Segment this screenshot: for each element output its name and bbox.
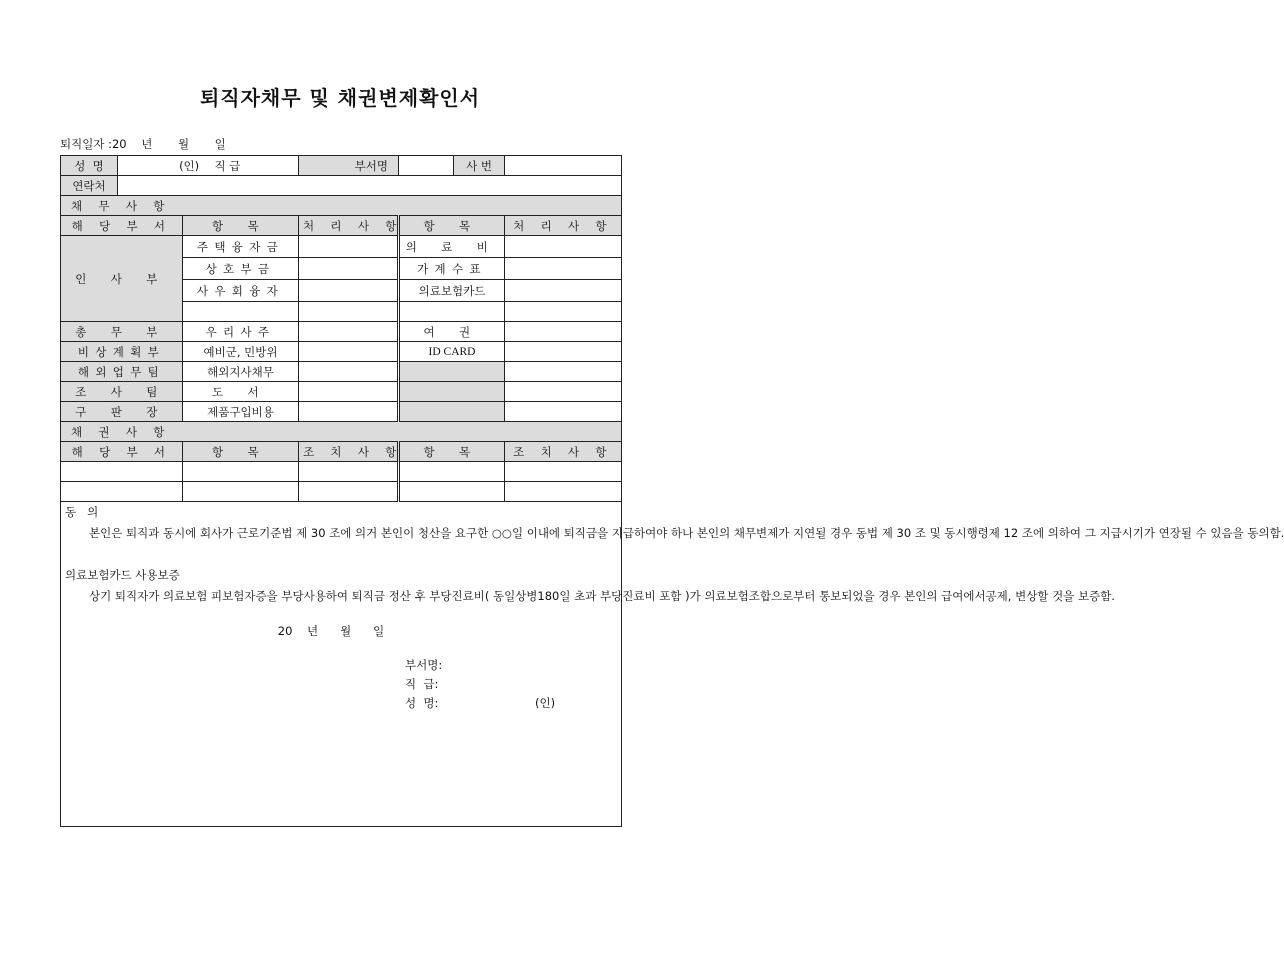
right-proc-field[interactable] bbox=[505, 302, 622, 322]
debt-section-heading: 채 무 사 항 bbox=[61, 196, 622, 216]
debt-col-proc: 처 리 사 항 bbox=[299, 216, 399, 236]
debt-proc-field[interactable] bbox=[299, 402, 399, 422]
contact-row bbox=[61, 176, 622, 196]
credit-section-row bbox=[61, 422, 622, 442]
sig-rank-label: 직 급: bbox=[405, 677, 439, 691]
credit-action-field[interactable] bbox=[299, 462, 399, 482]
debt-col-proc-right: 처 리 사 항 bbox=[505, 216, 622, 236]
declaration-row bbox=[61, 502, 622, 827]
right-proc-field[interactable] bbox=[505, 322, 622, 342]
debt-proc-field[interactable] bbox=[299, 382, 399, 402]
right-proc-field[interactable] bbox=[505, 280, 622, 302]
credit-action-field[interactable] bbox=[299, 482, 399, 502]
right-item: 가계수표 bbox=[399, 258, 505, 280]
debt-proc-field[interactable] bbox=[299, 322, 399, 342]
seal-mark: (인) bbox=[179, 158, 200, 173]
right-item bbox=[399, 382, 505, 402]
sign-date-line: 20 년 월 일 bbox=[277, 624, 385, 638]
contact-label: 연락처 bbox=[61, 176, 118, 196]
insurance-heading: 의료보험카드 사용보증 bbox=[65, 568, 180, 582]
table-row bbox=[61, 482, 622, 502]
debt-dept: 구 판 장 bbox=[61, 402, 183, 422]
hr-proc-field[interactable] bbox=[299, 302, 399, 322]
credit-col-action-right: 조 치 사 항 bbox=[505, 442, 622, 462]
insurance-text: 상기 퇴직자가 의료보험 피보험자증을 부당사용하여 퇴직금 정산 후 부당진료비( 동일상병180일 초과 부당진료비 포함 )가 의료보험조합으로부터 통보되었을 경우 본인의 급여에서공제, 변상할 것을 보증함. bbox=[89, 589, 1115, 603]
hr-item: 사우회융자 bbox=[183, 280, 299, 302]
debt-dept: 비상계획부 bbox=[61, 342, 183, 362]
debt-proc-field[interactable] bbox=[299, 342, 399, 362]
right-proc-field[interactable] bbox=[505, 362, 622, 382]
declaration-block bbox=[61, 502, 1284, 827]
right-item: 의 료 비 bbox=[399, 236, 505, 258]
emp-no-label: 사 번 bbox=[453, 156, 504, 175]
credit-action-field-right[interactable] bbox=[505, 462, 622, 482]
retire-date-line: 퇴직일자 :20 년 월 일 bbox=[60, 137, 226, 151]
right-item bbox=[399, 302, 505, 322]
right-proc-field[interactable] bbox=[505, 342, 622, 362]
credit-item-field[interactable] bbox=[183, 482, 299, 502]
debt-item: 우리사주 bbox=[183, 322, 299, 342]
name-field[interactable] bbox=[118, 156, 299, 176]
hr-item bbox=[183, 302, 299, 322]
hr-proc-field[interactable] bbox=[299, 236, 399, 258]
credit-item-field-right[interactable] bbox=[399, 482, 505, 502]
table-row bbox=[61, 362, 622, 382]
table-row bbox=[61, 342, 622, 362]
table-row bbox=[61, 402, 622, 422]
debt-item: 도 서 bbox=[183, 382, 299, 402]
right-proc-field[interactable] bbox=[505, 382, 622, 402]
hr-dept-label: 인 사 부 bbox=[61, 236, 183, 322]
credit-dept-field[interactable] bbox=[61, 462, 183, 482]
credit-section-heading: 채 권 사 항 bbox=[61, 422, 622, 442]
sig-seal-mark: (인) bbox=[535, 696, 556, 710]
right-item: 여 권 bbox=[399, 322, 505, 342]
debt-item: 해외지사채무 bbox=[183, 362, 299, 382]
credit-header-row bbox=[61, 442, 622, 462]
debt-dept: 해외업무팀 bbox=[61, 362, 183, 382]
name-label: 성 명 bbox=[61, 156, 118, 176]
sig-dept-label: 부서명: bbox=[405, 658, 443, 672]
credit-item-field[interactable] bbox=[183, 462, 299, 482]
document-title: 퇴직자채무 및 채권변제확인서 bbox=[199, 86, 481, 110]
consent-text: 본인은 퇴직과 동시에 회사가 근로기준법 제 30 조에 의거 본인이 청산을 요구한 ○○일 이내에 퇴직금을 지급하여야 하나 본인의 채무변제가 지연될 경우 동법 제 30 조 및 동시행령제 12 조에 의하여 그 지급시기가 연장될 수 있음을 동의함. bbox=[89, 526, 1284, 540]
hr-proc-field[interactable] bbox=[299, 280, 399, 302]
retire-date-label: 퇴직일자 : bbox=[60, 137, 112, 151]
hr-proc-field[interactable] bbox=[299, 258, 399, 280]
credit-dept-field[interactable] bbox=[61, 482, 183, 502]
table-row bbox=[61, 462, 622, 482]
form-table bbox=[60, 155, 1284, 827]
credit-col-action: 조 치 사 항 bbox=[299, 442, 399, 462]
hr-item: 주택융자금 bbox=[183, 236, 299, 258]
right-item: ID CARD bbox=[399, 342, 505, 362]
emp-no-field[interactable] bbox=[505, 156, 622, 176]
debt-dept: 조 사 팀 bbox=[61, 382, 183, 402]
credit-item-field-right[interactable] bbox=[399, 462, 505, 482]
signature-block bbox=[405, 656, 617, 713]
rank-label: 직 급 bbox=[214, 158, 241, 173]
credit-action-field-right[interactable] bbox=[505, 482, 622, 502]
debt-col-item: 항 목 bbox=[183, 216, 299, 236]
consent-heading: 동 의 bbox=[65, 505, 99, 519]
credit-col-item-right: 항 목 bbox=[399, 442, 505, 462]
right-item bbox=[399, 402, 505, 422]
debt-item: 제품구입비용 bbox=[183, 402, 299, 422]
right-proc-field[interactable] bbox=[505, 236, 622, 258]
contact-field[interactable] bbox=[118, 176, 622, 196]
table-row bbox=[61, 322, 622, 342]
credit-col-dept: 해 당 부 서 bbox=[61, 442, 183, 462]
table-row bbox=[61, 236, 622, 258]
debt-col-dept: 해 당 부 서 bbox=[61, 216, 183, 236]
credit-col-item: 항 목 bbox=[183, 442, 299, 462]
dept-name-field[interactable] bbox=[399, 156, 505, 176]
sig-name-label: 성 명: bbox=[405, 696, 439, 710]
hr-item: 상호부금 bbox=[183, 258, 299, 280]
header-row bbox=[61, 156, 622, 176]
debt-col-item-right: 항 목 bbox=[399, 216, 505, 236]
debt-dept: 총 무 부 bbox=[61, 322, 183, 342]
debt-proc-field[interactable] bbox=[299, 362, 399, 382]
right-proc-field[interactable] bbox=[505, 258, 622, 280]
debt-header-row bbox=[61, 216, 622, 236]
right-item bbox=[399, 362, 505, 382]
dept-name-label: 부서명 bbox=[299, 156, 399, 176]
right-proc-field[interactable] bbox=[505, 402, 622, 422]
right-item: 의료보험카드 bbox=[399, 280, 505, 302]
debt-item: 예비군, 민방위 bbox=[183, 342, 299, 362]
debt-section-row bbox=[61, 196, 622, 216]
table-row bbox=[61, 382, 622, 402]
